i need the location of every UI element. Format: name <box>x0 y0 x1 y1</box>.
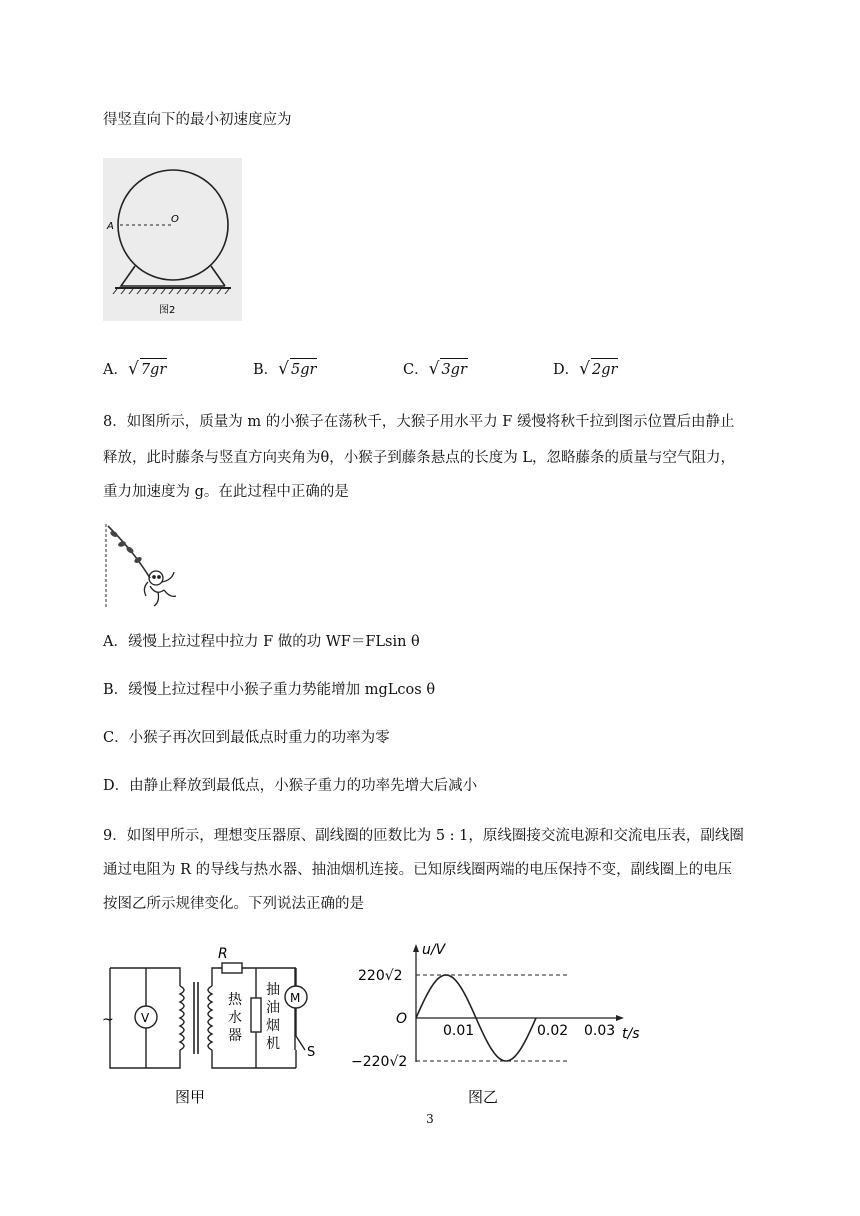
hood-label-1: 抽 <box>266 982 280 998</box>
q8-figure <box>100 520 190 610</box>
q8-option-b: B．缓慢上拉过程中小猴子重力势能增加 mgLcos θ <box>103 682 436 698</box>
stand-left <box>121 266 225 286</box>
q8-stem-line-1: 8．如图所示，质量为 m 的小猴子在荡秋千，大猴子用水平力 F 缓慢将秋千拉到图示位置后由静止 <box>103 414 735 430</box>
motor-label: M <box>290 991 301 1005</box>
x-tick-label: 0.03 <box>584 1023 616 1039</box>
heater-label-3: 器 <box>228 1028 242 1044</box>
y-min-label: −220√2 <box>351 1054 408 1070</box>
hood-label-3: 烟 <box>266 1018 280 1034</box>
origin-label: O <box>396 1011 408 1027</box>
heater-label-1: 热 <box>228 992 242 1008</box>
q8-stem-line-3: 重力加速度为 g。在此过程中正确的是 <box>103 484 349 500</box>
q7-option-b: B．√ 5gr <box>253 359 317 379</box>
hood-label-4: 机 <box>266 1036 280 1052</box>
q8-option-a: A．缓慢上拉过程中拉力 F 做的功 WF＝FLsin θ <box>103 634 420 650</box>
hood-label-2: 油 <box>266 1000 280 1016</box>
voltage-graph <box>351 942 640 1106</box>
x-tick-label: 0.01 <box>443 1023 475 1039</box>
q8-option-c: C．小猴子再次回到最低点时重力的功率为零 <box>103 730 390 746</box>
label-a: A <box>107 221 114 232</box>
resistor-label: R <box>218 946 228 962</box>
q8-stem-line-2: 释放，此时藤条与竖直方向夹角为θ，小猴子到藤条悬点的长度为 L，忽略藤条的质量与空气阻力， <box>103 450 735 466</box>
graph-caption: 图乙 <box>468 1088 499 1106</box>
switch-lever <box>296 1036 305 1050</box>
x-axis-arrow <box>616 1015 624 1021</box>
q9-figures <box>100 938 660 1108</box>
q8-option-d: D．由静止释放到最低点，小猴子重力的功率先增大后减小 <box>103 778 478 794</box>
q9-stem-line-2: 通过电阻为 R 的导线与热水器、抽油烟机连接。已知原线圈两端的电压保持不变，副线圈上的电压 <box>103 862 733 878</box>
q7-text: 得竖直向下的最小初速度应为 <box>103 112 292 128</box>
page-number: 3 <box>426 1112 434 1126</box>
heater-resistor <box>251 998 261 1032</box>
q7-figure <box>103 158 242 321</box>
y-axis-label: u/V <box>422 942 446 958</box>
stand-right <box>211 266 225 286</box>
y-max-label: 220√2 <box>358 968 403 984</box>
heater-label-2: 水 <box>228 1010 242 1026</box>
q7-option-c: C．√ 3gr <box>403 359 467 379</box>
ac-source-icon: ~ <box>102 1012 114 1028</box>
x-tick-label: 0.02 <box>537 1023 569 1039</box>
voltmeter-label: V <box>141 1011 150 1025</box>
leaf-icon <box>109 530 142 564</box>
circuit-caption: 图甲 <box>175 1088 206 1106</box>
y-axis-arrow <box>413 944 419 952</box>
resistor-r <box>222 963 242 973</box>
label-o: O <box>171 214 179 225</box>
ground-hatch <box>113 289 229 294</box>
figure-caption: 图2 <box>159 305 176 316</box>
monkey-icon <box>144 571 176 606</box>
x-axis-label: t/s <box>622 1026 640 1042</box>
switch-label: S <box>307 1045 316 1060</box>
q7-option-d: D．√ 2gr <box>553 359 618 379</box>
q9-stem-line-3: 按图乙所示规律变化。下列说法正确的是 <box>103 896 364 912</box>
q9-stem-line-1: 9．如图甲所示，理想变压器原、副线圈的匝数比为 5 : 1，原线圈接交流电源和交流电压表，副线圈 <box>103 828 744 844</box>
q7-option-a: A．√ 7gr <box>103 359 167 379</box>
